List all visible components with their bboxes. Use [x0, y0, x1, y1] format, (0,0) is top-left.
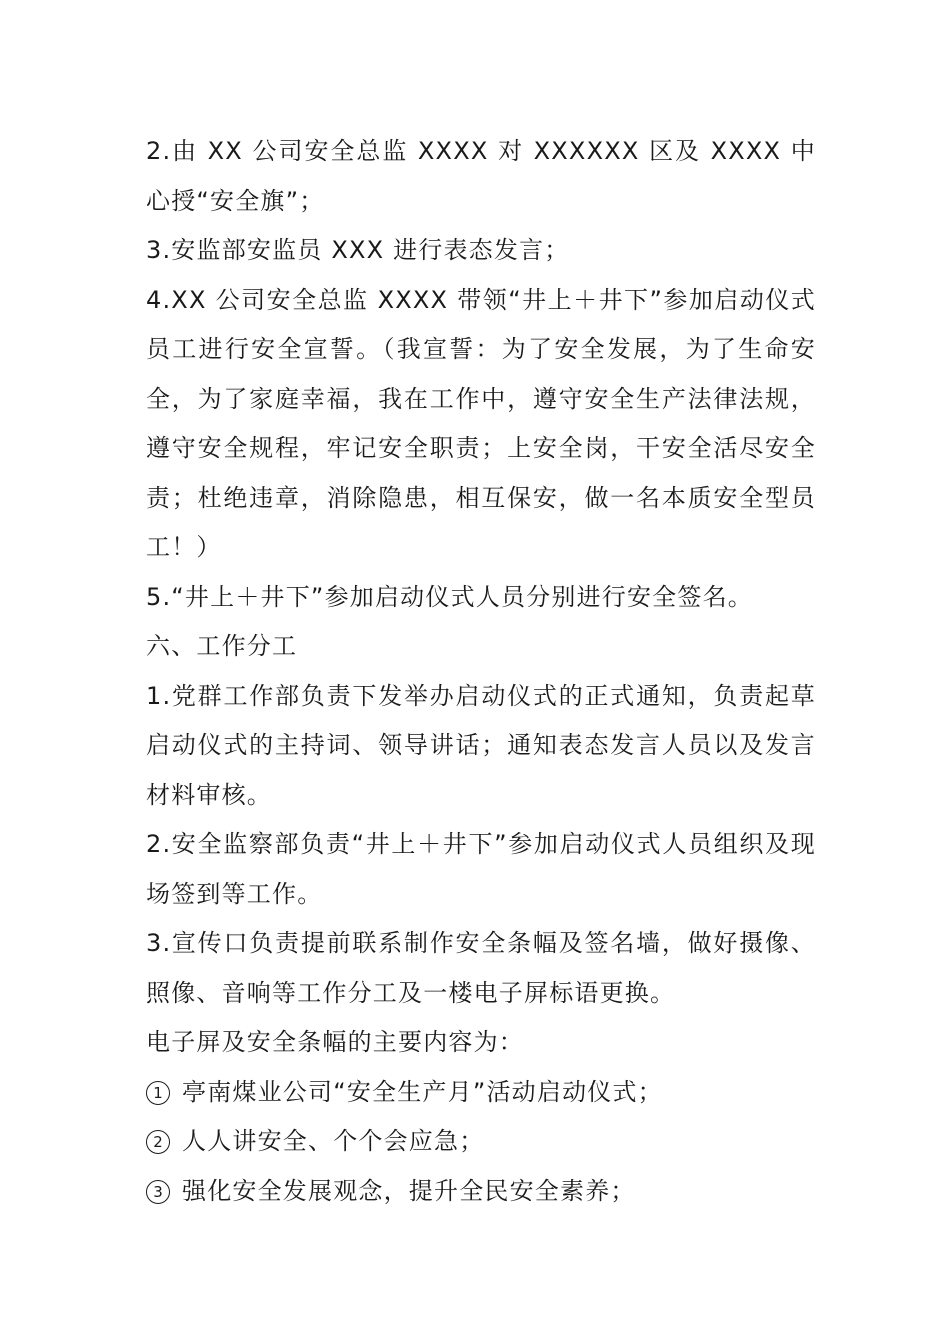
- paragraph-item-2-flag: 2.由 XX 公司安全总监 XXXX 对 XXXXXX 区及 XXXX 中心授“安全旗”；: [146, 137, 816, 215]
- paragraph-item-5-signature: 5.“井上＋井下”参加启动仪式人员分别进行安全签名。: [146, 582, 753, 611]
- section-heading-work-division: 六、工作分工: [146, 632, 298, 660]
- circled-number-marker: 3: [146, 1180, 170, 1204]
- paragraph-banner-intro: 电子屏及安全条幅的主要内容为：: [146, 1028, 524, 1056]
- list-item: [146, 1167, 816, 1217]
- paragraph-item-4-oath: 4.XX 公司安全总监 XXXX 带领“井上＋井下”参加启动仪式员工进行安全宣誓。（我宣誓：为了安全发展，为了生命安全，为了家庭幸福，我在工作中，遵守安全生产法律法规，遵守安全规程，牢记安全职责；上安全岗，干安全活尽安全责；杜绝违章，消除隐患，相互保安，做一名本质安全型员工！）: [146, 285, 816, 561]
- paragraph-item-3-statement: 3.安监部安监员 XXX 进行表态发言；: [146, 236, 570, 264]
- paragraph-division-3: 3.宣传口负责提前联系制作安全条幅及签名墙，做好摄像、照像、音响等工作分工及一楼电子屏标语更换。: [146, 929, 816, 1007]
- circled-number-marker: 2: [146, 1130, 170, 1154]
- list-item-text: 亭南煤业公司“安全生产月”活动启动仪式；: [182, 1077, 663, 1106]
- document-body: [146, 127, 816, 1216]
- paragraph-division-1: 1.党群工作部负责下发举办启动仪式的正式通知，负责起草启动仪式的主持词、领导讲话；通知表态发言人员以及发言材料审核。: [146, 681, 816, 809]
- list-item: [146, 1068, 816, 1118]
- list-item: [146, 1117, 816, 1167]
- paragraph-division-2: 2.安全监察部负责“井上＋井下”参加启动仪式人员组织及现场签到等工作。: [146, 830, 816, 908]
- list-item-text: 人人讲安全、个个会应急；: [182, 1127, 485, 1155]
- circled-number-marker: 1: [146, 1081, 170, 1105]
- list-item-text: 强化安全发展观念，提升全民安全素养；: [182, 1176, 636, 1205]
